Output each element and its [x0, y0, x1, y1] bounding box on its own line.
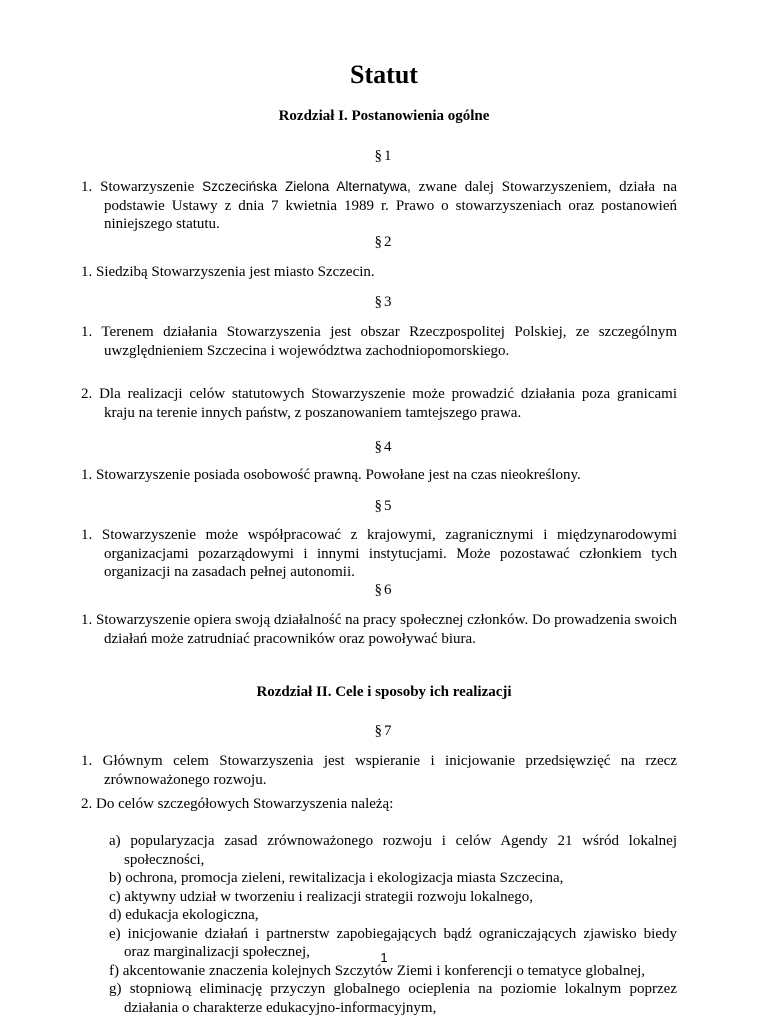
paragraph-s3-2: 2. Dla realizacji celów statutowych Stowarzyszenie może prowadzić działania poza granicami kraju na terenie innych państw, z poszanowaniem tamtejszego prawa. — [81, 386, 677, 421]
list-item: d) edukacja ekologiczna, — [109, 907, 259, 923]
section-mark-7: §7 — [374, 723, 394, 739]
chapter-heading-2: Rozdział II. Cele i sposoby ich realizacji — [256, 684, 512, 700]
goals-list — [109, 832, 677, 1017]
section-mark-5: §5 — [374, 498, 394, 514]
list-item: c) aktywny udział w tworzeniu i realizacji strategii rozwoju lokalnego, — [109, 888, 534, 905]
paragraph-number: 1. — [81, 179, 93, 195]
chapter-heading-1: Rozdział I. Postanowienia ogólne — [278, 108, 490, 124]
paragraph-s6-1: 1. Stowarzyszenie opiera swoją działalność na pracy społecznej członków. Do prowadzenia swoich działań może zatrudniać pracowników oraz powoływać biura. — [81, 612, 677, 647]
section-mark-4: §4 — [374, 439, 394, 455]
list-item: e) inicjowanie działań i partnerstw zapobiegających bądź ograniczających zjawisko biedy oraz marginalizacji społecznej, — [109, 925, 677, 960]
paragraph-s7-1: 1. Głównym celem Stowarzyszenia jest wspieranie i inicjowanie przedsięwzięć na rzecz zrównoważonego rozwoju. — [81, 753, 677, 788]
paragraph-s4-1: 1. Stowarzyszenie posiada osobowość prawną. Powołane jest na czas nieokreślony. — [81, 467, 581, 483]
paragraph-s7-2: 2. Do celów szczegółowych Stowarzyszenia należą: — [81, 796, 394, 812]
paragraph-s1-1 — [81, 178, 677, 234]
section-mark-3: §3 — [374, 294, 394, 310]
list-item: f) akcentowanie znaczenia kolejnych Szczytów Ziemi i konferencji o tematyce globalnej, — [109, 962, 646, 979]
paragraph-lead: Stowarzyszenie — [100, 179, 195, 195]
list-item: b) ochrona, promocja zieleni, rewitalizacja i ekologizacja miasta Szczecina, — [109, 870, 564, 886]
association-name: Szczecińska Zielona Alternatywa, — [202, 179, 411, 194]
paragraph-text: zwane dalej Stowarzyszeniem, działa na podstawie Ustawy z dnia 7 kwietnia 1989 r. Prawo o stowarzyszeniach oraz postanowień niniejszego statutu. — [104, 179, 678, 232]
list-item: a) popularyzacja zasad zrównoważonego rozwoju i celów Agendy 21 wśród lokalnej społeczności, — [109, 833, 677, 868]
section-mark-1: §1 — [374, 148, 394, 164]
section-mark-6: §6 — [374, 582, 394, 598]
paragraph-s3-1: 1. Terenem działania Stowarzyszenia jest obszar Rzeczpospolitej Polskiej, ze szczególnym uwzględnieniem Szczecina i województwa zachodniopomorskiego. — [81, 324, 677, 359]
document-title: Statut — [350, 60, 418, 89]
section-mark-2: §2 — [374, 234, 394, 250]
paragraph-s5-1: 1. Stowarzyszenie może współpracować z krajowymi, zagranicznymi i międzynarodowymi organizacjami pozarządowymi i innymi instytucjami. Może pozostawać członkiem tych organizacji na zasadach pełnej autonomii. — [81, 527, 677, 580]
page-number: 1 — [380, 950, 388, 965]
list-item: g) stopniową eliminację przyczyn globalnego ocieplenia na poziomie lokalnym poprzez działania o charakterze edukacyjno-informacyjnym, — [109, 981, 677, 1016]
paragraph-s2-1: 1. Siedzibą Stowarzyszenia jest miasto Szczecin. — [81, 264, 375, 280]
